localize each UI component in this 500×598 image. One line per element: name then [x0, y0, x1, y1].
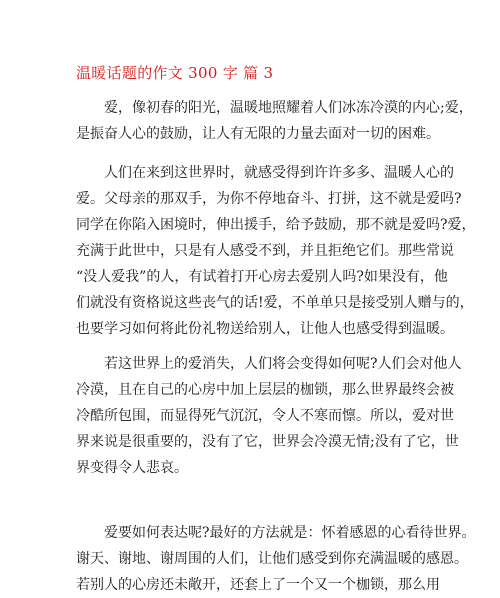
text-line: 同学在你陷入困境时，伸出援手，给予鼓励，那不就是爱吗?爱，: [76, 217, 476, 233]
text-line: 冷漠，且在自己的心房中加上层层的枷锁，那么世界最终会被: [76, 382, 454, 398]
text-line: 爱。父母亲的那双手，为你不停地奋斗、打拼，这不就是爱吗?: [76, 191, 462, 207]
text-line: 爱，像初春的阳光，温暖地照耀着人们冰冻冷漠的内心;爱，: [76, 100, 473, 116]
text-line: “没人爱我”的人，有试着打开心房去爱别人吗?如果没有，他: [76, 269, 448, 285]
text-line: 冷酷所包围，而显得死气沉沉，令人不寒而懔。所以，爱对世: [76, 408, 454, 424]
text-line: 人们在来到这世界时，就感受得到许许多多、温暖人心的: [76, 165, 454, 181]
paragraph-2: [76, 160, 476, 342]
text-line: 若别人的心房还未敞开，还套上了一个又一个枷锁，那么用: [76, 577, 440, 593]
text-line: 是振奋人心的鼓励，让人有无限的力量去面对一切的困难。: [76, 126, 440, 142]
text-line: 爱要如何表达呢?最好的方法就是：怀着感恩的心看待世界。: [76, 525, 476, 541]
paragraph-1: [76, 95, 473, 147]
text-line: 们就没有资格说这些丧气的话!爱，不单单只是接受别人赠与的，: [76, 295, 474, 311]
text-line: 界来说是很重要的，没有了它，世界会冷漠无情;没有了它，世: [76, 434, 459, 450]
text-line: 界变得令人悲哀。: [76, 460, 188, 476]
paragraph-3: [76, 351, 462, 481]
document-title: 温暖话题的作文 300 字 篇 3: [76, 64, 274, 82]
text-line: 若这世界上的爱消失，人们将会变得如何呢?人们会对他人: [76, 356, 462, 372]
text-line: 也要学习如何将此份礼物送给别人，让他人也感受得到温暖。: [76, 321, 454, 337]
paragraph-4: [76, 520, 476, 598]
text-line: 谢天、谢地、谢周围的人们，让他们感受到你充满温暖的感恩。: [76, 551, 468, 567]
text-line: 充满于此世中，只是有人感受不到，并且拒绝它们。那些常说: [76, 243, 454, 259]
